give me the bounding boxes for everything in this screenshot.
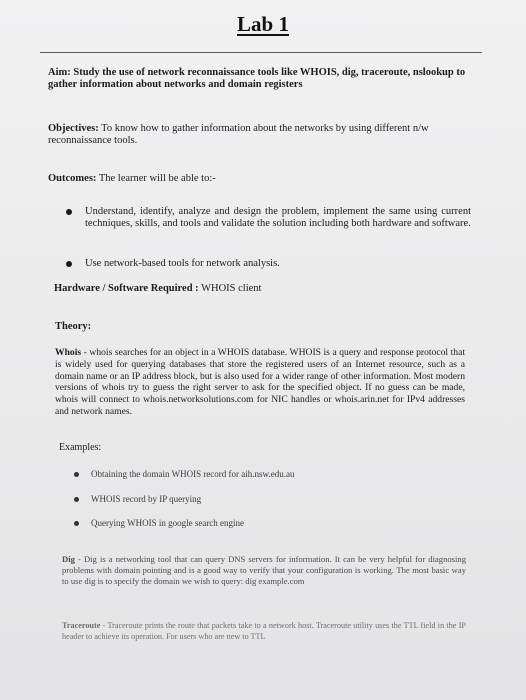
hardware-label: Hardware / Software Required : — [54, 283, 199, 294]
example-item-2: WHOIS record by IP querying — [91, 494, 202, 504]
example-bullet-1 — [74, 472, 79, 477]
example-bullet-2 — [74, 497, 79, 502]
page-title: Lab 1 — [237, 12, 289, 36]
whois-text: - whois searches for an object in a WHOIS database. WHOIS is a query and response protocol that is widely used for querying databases that store the registered users of an Internet resource, such as a domain name or an IP address block, but is also used for a wider range of other information. Most modern versions of whois try to guess the right server to ask for the specified object. If no guess can be made, whois will connect to whois.networksolutions.com for NIC handles or whois.arin.net for IPv4 addresses and network names. — [55, 347, 465, 417]
example-item-3: Querying WHOIS in google search engine — [91, 518, 245, 528]
title-divider — [40, 52, 482, 53]
aim-paragraph — [48, 67, 484, 91]
example-bullet-3 — [74, 521, 79, 526]
objectives-paragraph — [48, 123, 484, 147]
example-item-1: Obtaining the domain WHOIS record for aih.nsw.edu.au — [91, 469, 295, 479]
aim-text: Study the use of network reconnaissance tools like WHOIS, dig, traceroute, nslookup to gather information about networks and domain registers — [48, 67, 466, 91]
outcome-item-1: Understand, identify, analyze and design the problem, implement the same using current techniques, skills, and tools and validate the solution including both hardware and software. — [85, 206, 471, 230]
whois-paragraph — [55, 347, 465, 418]
traceroute-text: - Traceroute prints the route that packets take to a network host. Traceroute utility uses the TTL field in the IP header to achieve its operation. For users who are new to TTL — [62, 621, 466, 641]
outcome-item-2: Use network-based tools for network analysis. — [85, 258, 280, 269]
hardware-text: WHOIS client — [198, 283, 262, 294]
objectives-text: To know how to gather information about the networks by using different n/w reconnaissance tools. — [48, 123, 429, 147]
dig-text: - Dig is a networking tool that can query DNS servers for information. It can be very helpful for diagnosing problems with domain pointing and is a good way to verify that your configuration is working. The most basic way to use dig is to specify the domain we wish to query: dig example.com — [62, 554, 466, 586]
theory-heading: Theory: — [55, 321, 92, 332]
outcomes-text: The learner will be able to:- — [96, 173, 216, 184]
outcomes-paragraph — [48, 173, 484, 185]
dig-paragraph — [62, 554, 466, 587]
objectives-label: Objectives: — [48, 123, 99, 134]
aim-label: Aim: — [48, 67, 71, 78]
outcome-bullet-1 — [66, 209, 72, 215]
traceroute-label: Traceroute — [62, 621, 101, 630]
dig-label: Dig — [62, 554, 75, 564]
hardware-paragraph — [54, 283, 484, 295]
examples-heading: Examples: — [59, 442, 102, 453]
traceroute-paragraph — [62, 620, 466, 642]
whois-label: Whois — [55, 347, 82, 358]
outcomes-label: Outcomes: — [48, 173, 97, 184]
outcome-bullet-2 — [66, 261, 72, 267]
